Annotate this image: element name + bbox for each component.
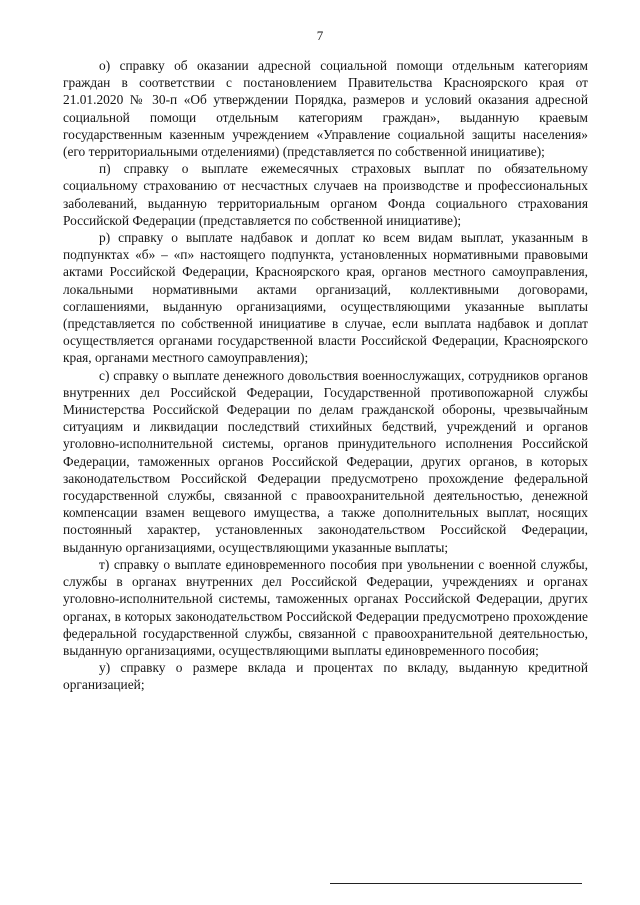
paragraph-s: с) справку о выплате денежного довольствия военнослужащих, сотрудников органов внутренних дел Российской Федерации, Государственной противопожарной службы Министерства Российской Федерации по делам гражданской обороны, чрезвычайным ситуациям и ликвидации последствий стихийных бедствий, учреждений и органов уголовно-исполнительной системы, органов принудительного исполнения Российской Федерации, таможенных органов Российской Федерации, других органов, в которых законодательством Российской Федерации предусмотрено прохождение федеральной государственной службы, связанной с правоохранительной деятельностью, денежной компенсации взамен вещевого имущества, а также дополнительных выплат, носящих постоянный характер, установленных законодательством Российской Федерации, выданную организациями, осуществляющими указанные выплаты; <box>63 367 588 555</box>
footer-rule <box>330 883 582 884</box>
paragraph-r: р) справку о выплате надбавок и доплат ко всем видам выплат, указанным в подпунктах «б» – «п» настоящего подпункта, установленных нормативными правовыми актами Российской Федерации, Красноярского края, органов местного самоуправления, локальными нормативными актами организаций, коллективными договорами, соглашениями, выданную организациями, осуществляющими указанные выплаты (представляется по собственной инициативе в случае, если выплата надбавок и доплат осуществляется органами государственной власти Российской Федерации, Красноярского края, органами местного самоуправления); <box>63 230 588 366</box>
paragraph-u: у) справку о размере вклада и процентах по вкладу, выданную кредитной организацией; <box>63 660 588 693</box>
page-number: 7 <box>316 28 324 43</box>
document-body <box>63 57 588 694</box>
paragraph-o: о) справку об оказании адресной социальной помощи отдельным категориям граждан в соответствии с постановлением Правительства Красноярского края от 21.01.2020 № 30-п «Об утверждении Порядка, размеров и условий оказания адресной социальной помощи отдельным категориям граждан», выданную краевым государственным казенным учреждением «Управление социальной защиты населения» (его территориальными отделениями) (представляется по собственной инициативе); <box>63 58 588 160</box>
paragraph-p: п) справку о выплате ежемесячных страховых выплат по обязательному социальному страхованию от несчастных случаев на производстве и профессиональных заболеваний, выданную территориальным органом Фонда социального страхования Российской Федерации (представляется по собственной инициативе); <box>63 161 588 228</box>
paragraph-t: т) справку о выплате единовременного пособия при увольнении с военной службы, службы в органах внутренних дел Российской Федерации, учреждениях и органах уголовно-исполнительной системы, таможенных органах Российской Федерации, других органах, в которых законодательством Российской Федерации предусмотрено прохождение федеральной государственной службы, связанной с правоохранительной деятельностью, выданную организациями, осуществляющими выплаты единовременного пособия; <box>63 556 588 658</box>
